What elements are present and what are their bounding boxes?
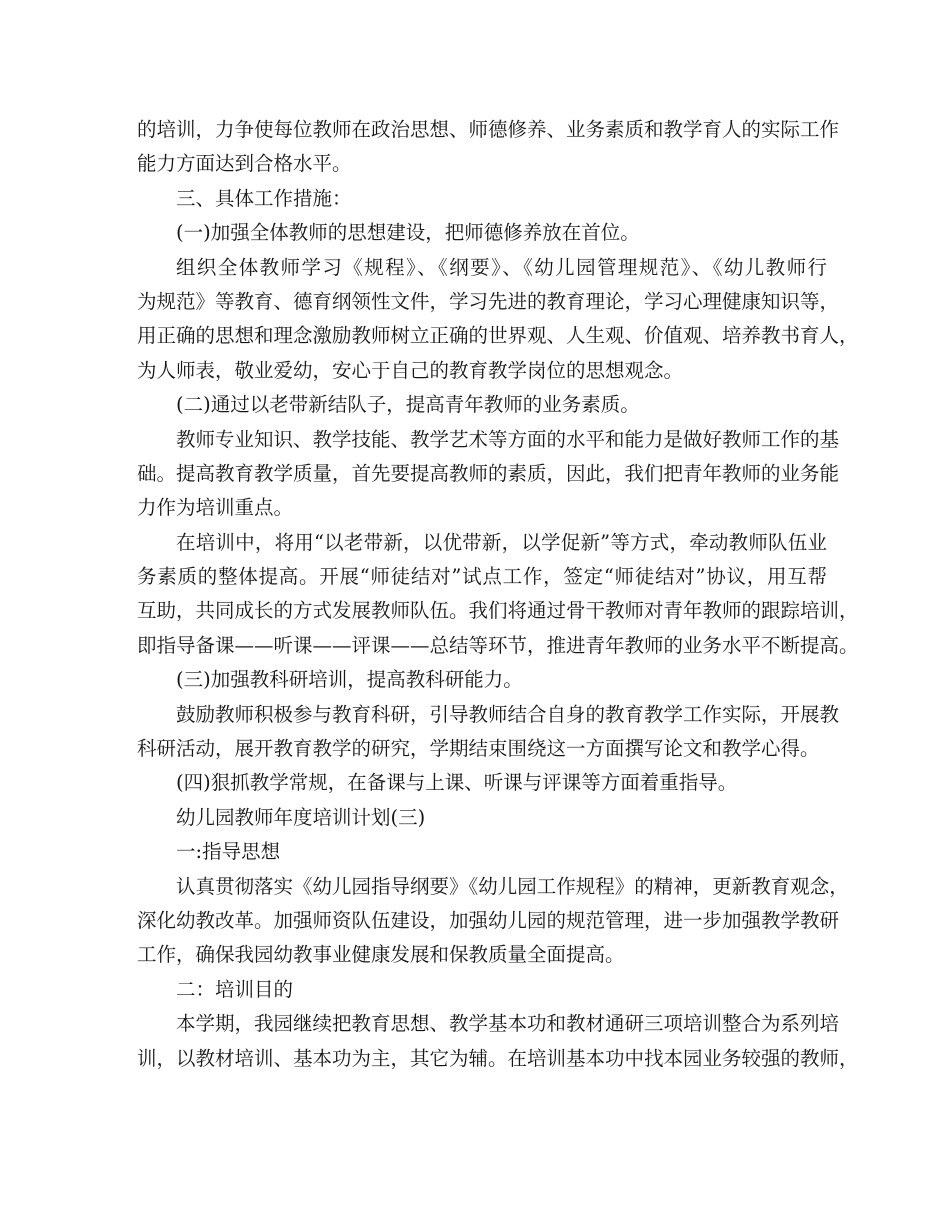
text-line: 科研活动，展开教育教学的研究，学期结束围绕这一方面撰写论文和教学心得。 (137, 737, 820, 761)
text-line: 本学期，我园继续把教育思想、教学基本功和教材通研三项培训整合为系列培 (176, 1012, 840, 1036)
text-line: 鼓励教师积极参与教育科研，引导教师结合自身的教育教学工作实际，开展教 (176, 702, 840, 726)
text-line: 为规范》等教育、德育纲领性文件，学习先进的教育理论，学习心理健康知识等， (137, 289, 840, 313)
text-line: 的培训，力争使每位教师在政治思想、师德修养、业务素质和教学育人的实际工作 (137, 118, 840, 141)
text-line: 务素质的整体提高。开展“师徒结对”试点工作，签定“师徒结对”协议，用互帮 (137, 565, 827, 589)
text-line: 互助，共同成长的方式发展教师队伍。我们将通过骨干教师对青年教师的跟踪培训， (137, 599, 859, 623)
text-line: 为人师表，敬业爱幼，安心于自己的教育教学岗位的思想观念。 (137, 358, 684, 382)
text-line: 认真贯彻落实《幼儿园指导纲要》《幼儿园工作规程》的精神，更新教育观念， (176, 874, 849, 898)
section-heading: 二：培训目的 (176, 977, 294, 1001)
text-line: 教师专业知识、教学技能、教学艺术等方面的水平和能力是做好教师工作的基 (176, 427, 840, 451)
text-line: 训，以教材培训、基本功为主，其它为辅。在培训基本功中找本园业务较强的教师， (137, 1046, 859, 1070)
subsection-heading: (一)加强全体教师的思想建设，把师德修养放在首位。 (176, 221, 640, 245)
text-line: 力作为培训重点。 (137, 496, 294, 520)
text-line: 能力方面达到合格水平。 (137, 152, 352, 176)
text-line: 即指导备课——听课——评课——总结等环节，推进青年教师的业务水平不断提高。 (137, 633, 859, 657)
text-line: 组织全体教师学习《规程》、《纲要》、《幼儿园管理规范》、《幼儿教师行 (176, 255, 827, 279)
subsection-heading: (四)狠抓教学常规，在备课与上课、听课与评课等方面着重指导。 (176, 771, 738, 795)
subsection-heading: (二)通过以老带新结队子，提高青年教师的业务素质。 (176, 393, 640, 417)
subsection-heading: (三)加强教科研培训，提高教科研能力。 (176, 668, 523, 692)
text-line: 深化幼教改革。加强师资队伍建设，加强幼儿园的规范管理，进一步加强教学教研 (137, 908, 840, 932)
document-body (137, 113, 859, 1076)
text-line: 用正确的思想和理念激励教师树立正确的世界观、人生观、价值观、培养教书育人， (137, 324, 859, 348)
section-heading: 一:指导思想 (176, 840, 281, 864)
text-line: 工作，确保我园幼教事业健康发展和保教质量全面提高。 (137, 943, 625, 967)
text-line: 础。提高教育教学质量，首先要提高教师的素质，因此，我们把青年教师的业务能 (137, 461, 840, 485)
document-title: 幼儿园教师年度培训计划(三) (176, 805, 426, 829)
section-heading: 三、具体工作措施： (176, 186, 352, 210)
text-line: 在培训中，将用“以老带新，以优带新，以学促新”等方式，牵动教师队伍业 (176, 530, 827, 554)
